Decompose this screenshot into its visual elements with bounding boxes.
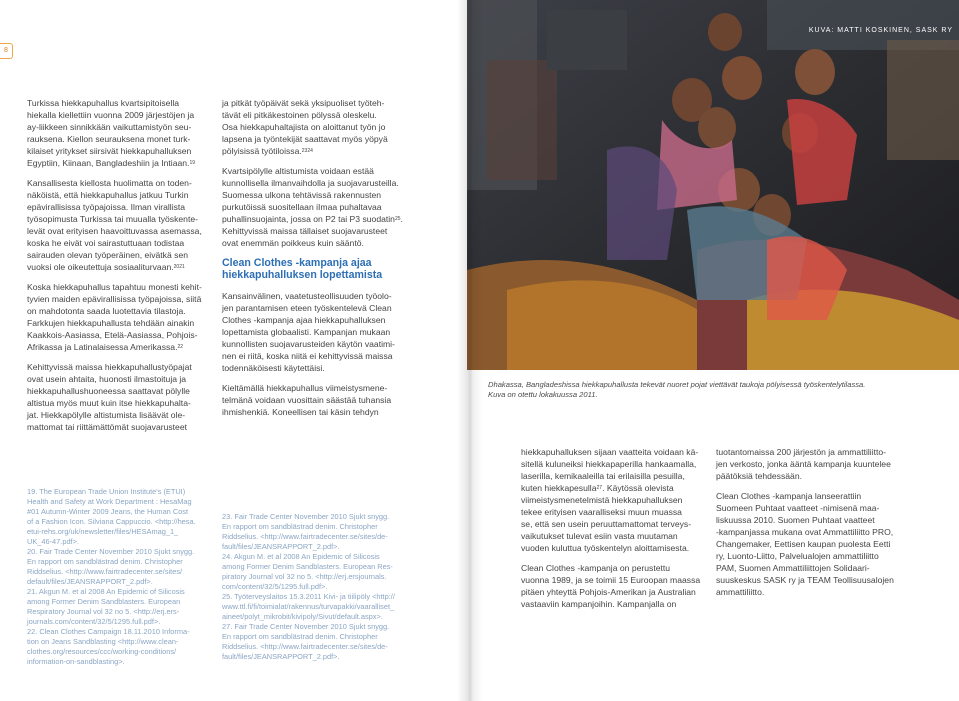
right-column-1	[521, 446, 717, 618]
section-heading: Clean Clothes -kampanja ajaa hiekkapuhalluksen lopettamista	[222, 257, 383, 281]
paragraph-text: Koska hiekkapuhallus tapahtuu monesti kehit- tyvien maiden epävirallisissa työpajoissa, siitä on mahdotonta saada luotettavia tilastoja. Farkkujen hiekkapuhallusta tehdään ainakin Kaakkois-Aasiassa, Etelä-Aasiassa, Pohjois- Afrikassa ja Latinalaisessa Amerikassa.	[27, 282, 202, 352]
paragraph	[27, 281, 222, 353]
paragraph: tuotantomaissa 200 järjestön ja ammattiliitto- jen verkosto, jonka ääntä kampanja kuuntelee päätöksiä tehdessään.	[716, 447, 891, 481]
paragraph	[27, 97, 222, 169]
paragraph-text: ja pitkät työpäivät sekä yksipuoliset työteh- tävät eli pitkäkestoinen pölyssä oleskelu. Osa hiekkapuhaltajista on aloittanut työn jo lapsena ja työntekijät saattavat myös yöpyä pölyisissä työtiloissa.	[222, 98, 388, 156]
left-column-2	[222, 97, 412, 426]
paragraph: Clean Clothes -kampanja on perustettu vuonna 1989, ja se toimii 15 Euroopan maassa pitäen yhteyttä Pohjois-Amerikan ja Australian vastaaviin kampanjoihin. Kampanjalla on	[521, 563, 701, 609]
paragraph	[521, 446, 717, 554]
left-page	[0, 0, 467, 701]
footnotes-right: 23. Fair Trade Center November 2010 Sjukt snygg. En rapport om sandblästrad denim. Christopher Riddselius. <http://www.fairtradecenter.se/sites/de- fault/files/JEANSRAPPORT_2.pdf>. 24. Akgun M. et al 2008 An Epidemic of Silicosis among Former Denim Sandblasters. European Res- piratory Journal vol 32 no 5. <http://erj.ersjournals. com/content/32/5/1295.full.pdf>. 25. Työterveyslaitos 15.3.2011 Kivi- ja tiilipöly <http:// www.ttl.fi/fi/toimialat/rakennus/turvapakki/vaaralliset_ aineet/polyt_mikrobit/kivipoly/Sivut/default.aspx>. 27. Fair Trade Center November 2010 Sjukt snygg. En rapport om sandblästrad denim. Christopher Riddselius. <http://www.fairtradecenter.se/sites/de- fault/files/JEANSRAPPORT_2.pdf>.	[222, 512, 395, 661]
photo	[467, 0, 959, 370]
page-gutter	[457, 0, 483, 701]
photo-caption: Dhakassa, Bangladeshissa hiekkapuhallusta tekevät nuoret pojat viettävät taukoja pölyisessä työskentelytilassa. Kuva on otettu lokakuussa 2011.	[488, 380, 866, 399]
left-column-1	[27, 97, 222, 441]
paragraph-text: Kansallisesta kiellosta huolimatta on toden- näköistä, että hiekkapuhallus jatkuu Turkin epävirallisissa työpajoissa. Ilman virallista työsopimusta Turkissa tai muualla työskente- levät ovat erityisen haavoittuvassa asemassa, koska he eivät voi sairastuttuaan todistaa sairauden olevan työperäinen, eivätkä sen vuoksi ole oikeutettuja sosiaaliturvaan.	[27, 178, 202, 272]
footnote-ref: 22	[177, 344, 184, 350]
paragraph	[222, 97, 412, 157]
paragraph-text: Kvartsipölylle altistumista voidaan estää kunnollisella ilmanvaihdolla ja suojavarusteilla. Suomessa ulkona tehtävissä rakennusten purkutöissä suositellaan iImaa puhaltavaa puhallinsuojainta, jossa on P2 tai P3 suodatin	[222, 166, 399, 224]
paragraph-text: . Kehittyvissä maissa tällaiset suojavarusteet ovat enemmän poikkeus kuin sääntö.	[222, 214, 403, 248]
paragraph-text: hiekkapuhalluksen sijaan vaatteita voidaan kä- sitellä kuluneiksi hiekkapaperilla hankaamalla, laserilla, kemikaaleilla tai erilaisilla pesuilla, kuten hiekkapesulla	[521, 447, 699, 493]
footnote-ref: 27	[596, 485, 603, 491]
paragraph	[222, 165, 412, 249]
footnote-ref: 19	[189, 160, 196, 166]
paragraph	[27, 177, 222, 273]
paragraph: Kieltämällä hiekkapuhallus viimeistysmene- telmänä voidaan vuosittain säästää tuhansia ihmishenkiä. Koneellisen tai käsin tehdyn	[222, 383, 392, 417]
footnote-ref: 2021	[173, 264, 185, 270]
paragraph: Kansainvälinen, vaatetusteollisuuden työolo- jen parantamisen eteen työskentelevä Clean Clothes -kampanja ajaa hiekkapuhalluksen lopettamista globaalisti. Kampanjan mukaan kunnollisten suojavarusteiden käytön vaatimi- nen ei riitä, koska niitä ei kehittyvissä maissa todennäköisesti käytettäisi.	[222, 291, 395, 373]
boys-resting-photo	[467, 0, 959, 370]
paragraph-text: . Käytössä olevista viimeistysmenetelmistä hiekkapuhalluksen tekee erityisen vaaralliseksi muun muassa se, että sen usein peruuttamattomat terveys- vaikutukset tulevat esiin vasta muutaman vuoden kuluttua työskentelyn aloittamisesta.	[521, 483, 692, 553]
paragraph-text: Turkissa hiekkapuhallus kvartsipitoisella hiekalla kiellettiin vuonna 2009 järjestöjen ja ay-liikkeen sinnikkään vaikuttamistyön seu- rauksena. Kiellon seurauksena monet turk- kilaiset yritykset siirsivät hiekkapuhalluksen Egyptiin, Kiinaan, Bangladeshiin ja Intiaan.	[27, 98, 195, 168]
footnote-ref: 25	[394, 216, 401, 222]
paragraph: Kehittyvissä maissa hiekkapuhallustyöpajat ovat usein ahtaita, huonosti ilmastoituja ja hiekkapuhallushuoneessa saattavat pölylle altistua myös muut kuin itse hiekkapuhalta- jat. Hiekkapölylle altistumista lisäävät ole- mattomat tai riittämättömät suojavarusteet	[27, 362, 192, 432]
right-column-2	[716, 446, 906, 606]
footnote-ref: 2324	[301, 148, 313, 154]
paragraph: Clean Clothes -kampanja lanseerattiin Suomeen Puhtaat vaatteet -nimisenä maa- liskuussa 2010. Suomen Puhtaat vaatteet -kampanjassa mukana ovat Ammattiliitto PRO, Changemaker, Eettisen kaupan puolesta Eetti ry, Luonto-Liitto, Palvelualojen ammattiliitto PAM, Suomen Ammattiliittojen Solidaari- suuskeskus SASK ry ja TEAM Teollisuusalojen ammattiliitto.	[716, 491, 894, 597]
footnotes-left: 19. The European Trade Union Institute's (ETUI) Health and Safety at Work Department : HesaMag #01 Autumn-Winter 2009 Jeans, the Human Cost of a Fashion Icon. Silviana Cappuccio. <http://hesa. etui-rehs.org/uk/newsletter/files/HESAmag_1_ UK_46-47.pdf>. 20. Fair Trade Center November 2010 Sjukt snygg. En rapport om sandblästrad denim. Christopher Riddselius. <http://www.fairtradecenter.se/sites/ default/files/JEANSRAPPORT_2.pdf>. 21. Akgun M. et al 2008 An Epidemic of Silicosis among Former Denim Sandblasters. European Respiratory Journal vol 32 no 5. <http://erj.ers- journals.com/content/32/5/1295.full.pdf>. 22. Clean Clothes Campaign 18.11.2010 Informa- tion on Jeans Sandblasting <http://www.clean- clothes.org/resources/ccc/working-conditions/ information-on-sandblasting>.	[27, 487, 196, 666]
photo-credit: KUVA: MATTI KOSKINEN, SASK RY	[808, 27, 953, 34]
page-number: 8	[0, 43, 13, 59]
